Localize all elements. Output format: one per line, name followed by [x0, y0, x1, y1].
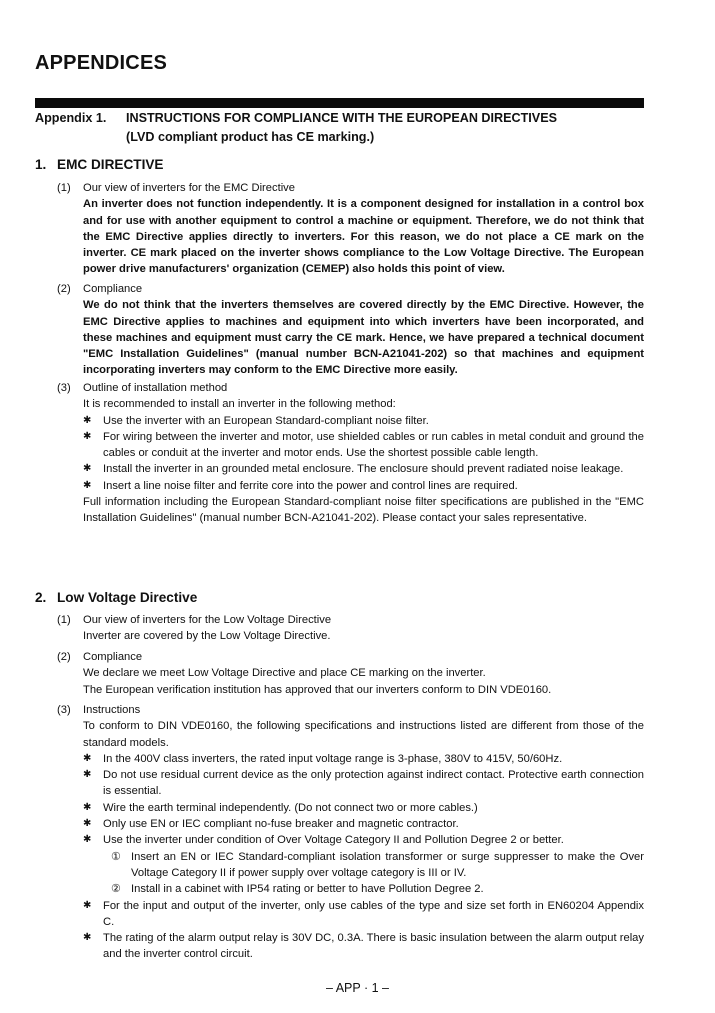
section-heading-lvd — [35, 589, 197, 607]
asterisk-bullet-icon: ✱ — [83, 430, 92, 442]
emc-item-1 — [57, 180, 644, 278]
sub-list-item: ② Install in a cabinet with IP54 rating or better to have Pollution Degree 2. — [111, 881, 644, 897]
list-item: ✱ Wire the earth terminal independently. (Do not connect two or more cables.) — [83, 800, 644, 816]
item-title: Our view of inverters for the EMC Directive — [83, 182, 295, 194]
lvd-item-3 — [57, 702, 644, 963]
page-number: – APP · 1 – — [325, 981, 389, 995]
appendix-label: Appendix 1. — [35, 111, 107, 125]
asterisk-bullet-icon: ✱ — [83, 932, 92, 944]
asterisk-bullet-icon: ✱ — [83, 752, 92, 764]
list-item: ✱ Install the inverter in an grounded metal enclosure. The enclosure should prevent radiated noise leakage. — [83, 461, 644, 477]
circled-two-icon: ② — [111, 883, 122, 896]
emc-item-2 — [57, 281, 644, 379]
appendix-title: INSTRUCTIONS FOR COMPLIANCE WITH THE EUROPEAN DIRECTIVES — [126, 111, 557, 125]
item-intro: To conform to DIN VDE0160, the following specifications and instructions listed are different from those of the standard models. — [83, 720, 644, 749]
item-title: Our view of inverters for the Low Voltage Directive — [83, 614, 332, 626]
asterisk-bullet-icon: ✱ — [83, 818, 92, 830]
list-item: ✱ The rating of the alarm output relay is 30V DC, 0.3A. There is basic insulation between the alarm output relay and the inverter control circuit. — [83, 930, 644, 963]
list-item: ✱ For the input and output of the inverter, only use cables of the type and size set forth in EN60204 Appendix C. — [83, 898, 644, 931]
item-number: (2) — [57, 283, 71, 295]
asterisk-bullet-icon: ✱ — [83, 769, 92, 781]
item-number: (3) — [57, 704, 71, 716]
section-title: Low Voltage Directive — [57, 590, 198, 605]
item-title: Compliance — [83, 651, 143, 663]
item-text: We do not think that the inverters themselves are covered directly by the EMC Directive. However, the EMC Directive applies to machines and equipment into which inverters have been incorporated, and these machines and equipment must carry the CE mark. Hence, we have prepared a technical document "EMC Installation Guidelines" (manual number BCN-A21041-202) so that machines and equipment incorporating inverters may conform to the EMC Directive more easily. — [83, 299, 644, 377]
list-item: ✱ Use the inverter under condition of Over Voltage Category II and Pollution Degree 2 or better. — [83, 832, 644, 848]
item-outro: Full information including the European Standard-compliant noise filter specifications are published in the "EMC Installation Guidelines" (manual number BCN-A21041-202). Please contact your sales representative. — [83, 496, 644, 525]
item-text: Inverter are covered by the Low Voltage Directive. — [83, 630, 331, 643]
list-item: ✱ Only use EN or IEC compliant no-fuse breaker and magnetic contractor. — [83, 816, 644, 832]
item-number: (3) — [57, 382, 71, 394]
item-intro: It is recommended to install an inverter in the following method: — [83, 398, 396, 411]
item-number: (1) — [57, 614, 71, 626]
appendix-subtitle: (LVD compliant product has CE marking.) — [126, 130, 375, 144]
list-item: ✱ Insert a line noise filter and ferrite core into the power and control lines are required. — [83, 478, 644, 494]
list-item: ✱ Use the inverter with an European Standard-compliant noise filter. — [83, 413, 644, 429]
lvd-item-2 — [57, 649, 644, 698]
item-text: The European verification institution has approved that our inverters conform to DIN VDE0160. — [83, 683, 552, 696]
circled-one-icon: ① — [111, 850, 122, 863]
asterisk-bullet-icon: ✱ — [83, 899, 92, 911]
section-title: EMC DIRECTIVE — [57, 157, 164, 172]
list-item: ✱ Do not use residual current device as the only protection against indirect contact. Protective earth connection is essential. — [83, 767, 644, 800]
section-number: 1. — [35, 157, 47, 172]
appendix-heading — [35, 109, 655, 147]
asterisk-bullet-icon: ✱ — [83, 479, 92, 491]
page-title: APPENDICES — [35, 52, 168, 74]
asterisk-bullet-icon: ✱ — [83, 463, 92, 475]
item-title: Instructions — [83, 704, 141, 716]
asterisk-bullet-icon: ✱ — [83, 801, 92, 813]
sub-list-item: ① Insert an EN or IEC Standard-compliant isolation transformer or surge suppresser to make the Over Voltage Category II if power supply over voltage category is III or IV. — [111, 849, 644, 882]
item-number: (1) — [57, 182, 71, 194]
section-heading-emc — [35, 156, 164, 174]
emc-item-3 — [57, 380, 644, 527]
item-number: (2) — [57, 651, 71, 663]
item-title: Outline of installation method — [83, 382, 228, 394]
item-title: Compliance — [83, 283, 143, 295]
lvd-item-1 — [57, 612, 644, 645]
item-text: We declare we meet Low Voltage Directive and place CE marking on the inverter. — [83, 667, 486, 680]
list-item: ✱ In the 400V class inverters, the rated input voltage range is 3-phase, 380V to 415V, 50/60Hz. — [83, 751, 644, 767]
title-rule-divider — [35, 98, 644, 108]
asterisk-bullet-icon: ✱ — [83, 834, 92, 846]
section-number: 2. — [35, 590, 47, 605]
list-item: ✱ For wiring between the inverter and motor, use shielded cables or run cables in metal conduit and ground the cables or conduit at the inverter and motor ends. Use the shortest possible cable length. — [83, 429, 644, 462]
asterisk-bullet-icon: ✱ — [83, 414, 92, 426]
item-text: An inverter does not function independently. It is a component designed for installation in a control box and for use with another equipment to control a machine or equipment. Therefore, we do not think that the EMC Directive applies directly to inverters. For this reason, we do not place a CE mark on the inverter. CE mark placed on the inverter shows compliance to the Low Voltage Directive. The European power drive manufacturers' organization (CEMEP) also holds this point of view. — [83, 198, 644, 276]
